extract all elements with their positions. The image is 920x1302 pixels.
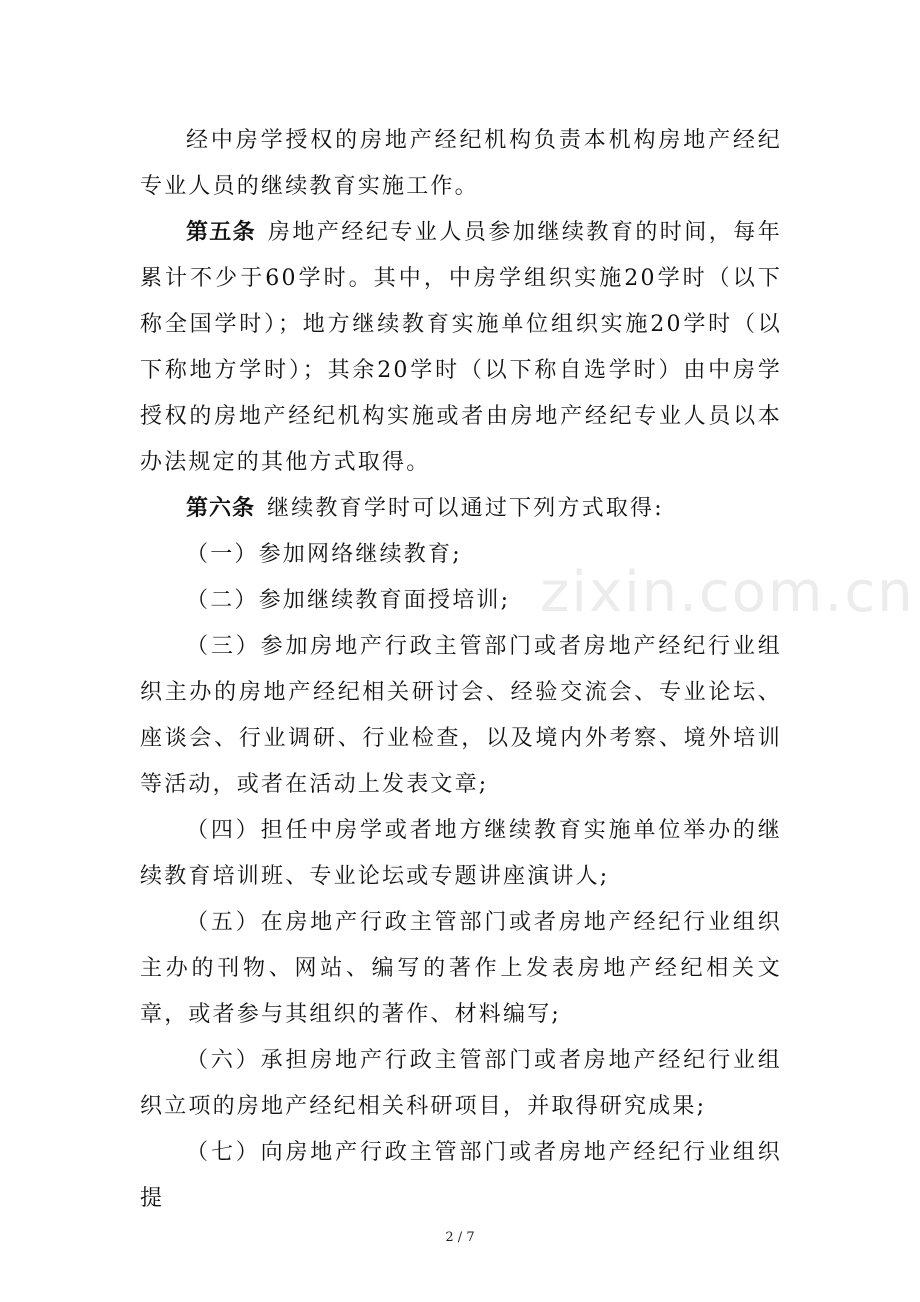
paragraph-1 <box>140 118 782 210</box>
page-number: 2 / 7 <box>445 1230 475 1245</box>
list-item-2 <box>140 578 782 624</box>
watermark: zixin.com.cn <box>540 560 915 625</box>
list-item-3 <box>140 624 782 808</box>
paragraph-article-5 <box>140 210 782 486</box>
paragraph-article-6 <box>140 486 782 532</box>
list-item-5-text: （五）在房地产行政主管部门或者房地产经纪行业组织主办的刊物、网站、编写的著作上发表房地产经纪相关文章，或者参与其组织的著作、材料编写; <box>140 910 782 1027</box>
list-item-4 <box>140 808 782 900</box>
list-item-5 <box>140 900 782 1038</box>
article-heading: 第六条 <box>186 496 256 521</box>
paragraph-1-text: 经中房学授权的房地产经纪机构负责本机构房地产经纪专业人员的继续教育实施工作。 <box>140 128 782 199</box>
paragraph-article-6-text: 继续教育学时可以通过下列方式取得: <box>267 496 664 521</box>
paragraph-article-5-text: 房地产经纪专业人员参加继续教育的时间，每年累计不少于60学时。其中，中房学组织实施20学时（以下称全国学时）；地方继续教育实施单位组织实施20学时（以下称地方学时）；其余20学时（以下称自选学时）由中房学授权的房地产经纪机构实施或者由房地产经纪专业人员以本办法规定的其他方式取得。 <box>140 220 782 475</box>
list-item-7 <box>140 1130 782 1222</box>
list-item-1 <box>140 532 782 578</box>
document-body <box>140 118 782 1222</box>
list-item-6 <box>140 1038 782 1130</box>
list-item-1-text: （一）参加网络继续教育; <box>186 542 462 567</box>
list-item-7-text: （七）向房地产行政主管部门或者房地产经纪行业组织提 <box>140 1140 782 1211</box>
article-heading: 第五条 <box>186 220 256 245</box>
list-item-6-text: （六）承担房地产行政主管部门或者房地产经纪行业组织立项的房地产经纪相关科研项目，并取得研究成果; <box>140 1048 782 1119</box>
list-item-2-text: （二）参加继续教育面授培训; <box>186 588 511 613</box>
list-item-3-text: （三）参加房地产行政主管部门或者房地产经纪行业组织主办的房地产经纪相关研讨会、经验交流会、专业论坛、座谈会、行业调研、行业检查，以及境内外考察、境外培训等活动，或者在活动上发表文章; <box>140 634 782 797</box>
list-item-4-text: （四）担任中房学或者地方继续教育实施单位举办的继续教育培训班、专业论坛或专题讲座演讲人; <box>140 818 782 889</box>
